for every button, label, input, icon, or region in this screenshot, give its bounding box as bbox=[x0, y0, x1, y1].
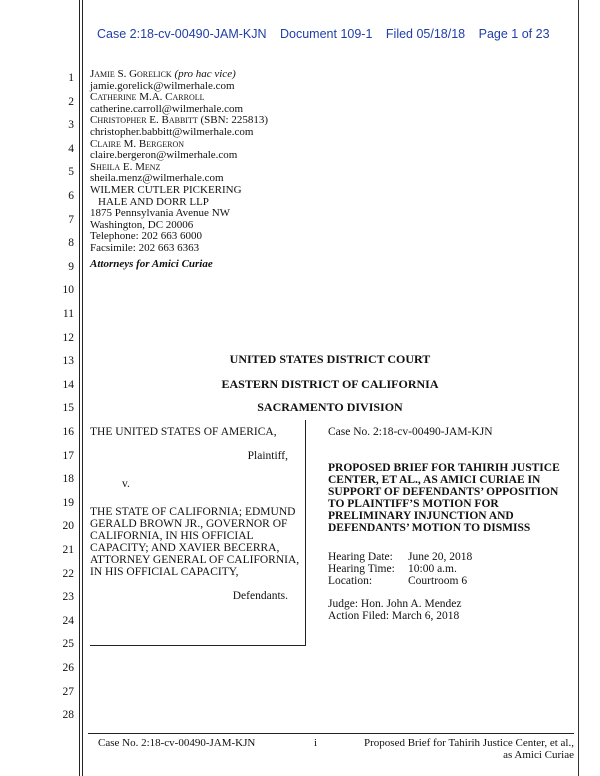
firm-name-cont: HALE AND DORR LLP bbox=[98, 195, 209, 208]
line-number: 21 bbox=[62, 544, 74, 556]
court-district: EASTERN DISTRICT OF CALIFORNIA bbox=[221, 377, 439, 391]
footer-case-number: Case No. 2:18-cv-00490-JAM-KJN bbox=[98, 737, 256, 749]
footer-rule bbox=[88, 733, 574, 734]
case-number: Case No. 2:18-cv-00490-JAM-KJN bbox=[328, 426, 493, 438]
attorney-email: claire.bergeron@wilmerhale.com bbox=[90, 149, 238, 162]
stamp-case: Case 2:18-cv-00490-JAM-KJN bbox=[97, 27, 267, 41]
attorney-email: sheila.menz@wilmerhale.com bbox=[90, 172, 224, 185]
plaintiff-label: Plaintiff, bbox=[247, 450, 288, 462]
hearing-date-label: Hearing Date: bbox=[328, 551, 393, 563]
firm-city: Washington, DC 20006 bbox=[90, 218, 194, 231]
case-caption-parties bbox=[90, 426, 302, 602]
judge: Judge: Hon. John A. Mendez bbox=[328, 598, 462, 610]
plaintiff-name: THE UNITED STATES OF AMERICA, bbox=[90, 426, 277, 438]
defendants-label: Defendants. bbox=[232, 590, 288, 602]
attorney-name: Catherine M.A. Carroll bbox=[90, 91, 205, 104]
versus: v. bbox=[122, 478, 130, 490]
stamp-document: Document 109-1 bbox=[280, 27, 373, 41]
line-number: 18 bbox=[62, 473, 74, 486]
attorney-name: Sheila E. Menz bbox=[90, 160, 161, 173]
attorney-bar-number: (SBN: 225813) bbox=[200, 114, 269, 127]
line-number: 9 bbox=[68, 260, 74, 273]
line-number: 15 bbox=[62, 402, 74, 415]
hearing-time-label: Hearing Time: bbox=[328, 563, 395, 575]
firm-address: 1875 Pennsylvania Avenue NW bbox=[90, 207, 231, 220]
filing-header-stamp bbox=[97, 27, 560, 41]
attorney-name: Christopher E. Babbitt bbox=[90, 114, 198, 127]
line-number: 26 bbox=[62, 662, 74, 674]
line-number: 13 bbox=[62, 355, 74, 368]
hearing-details bbox=[328, 551, 573, 587]
line-number: 16 bbox=[62, 426, 74, 438]
action-filed: Action Filed: March 6, 2018 bbox=[328, 610, 460, 622]
court-name: UNITED STATES DISTRICT COURT bbox=[229, 352, 431, 366]
line-number: 28 bbox=[62, 709, 74, 722]
stamp-filed: Filed 05/18/18 bbox=[385, 27, 466, 41]
line-number: 24 bbox=[62, 614, 74, 627]
stamp-page: Page 1 of 23 bbox=[478, 27, 550, 41]
court-division: SACRAMENTO DIVISION bbox=[257, 400, 403, 414]
defendants-names: THE STATE OF CALIFORNIA; EDMUND GERALD BROWN JR., GOVERNOR OF CALIFORNIA, IN HIS OFFICIAL CAPACITY; AND XAVIER BECERRA, ATTORNEY GENERAL OF CALIFORNIA, IN HIS OFFICIAL CAPACITY, bbox=[90, 506, 300, 578]
line-number: 1 bbox=[68, 72, 74, 84]
footer-page-number: i bbox=[314, 737, 318, 749]
line-number: 10 bbox=[62, 284, 74, 297]
line-number: 5 bbox=[68, 166, 74, 179]
left-margin-rule bbox=[79, 0, 80, 776]
line-number: 17 bbox=[62, 449, 74, 462]
line-number: 23 bbox=[62, 591, 74, 604]
right-margin-rule bbox=[578, 0, 579, 776]
attorney-email: christopher.babbitt@wilmerhale.com bbox=[90, 125, 254, 138]
caption-divider bbox=[305, 420, 306, 646]
hearing-time: 10:00 a.m. bbox=[408, 563, 457, 575]
attorney-block bbox=[90, 69, 268, 270]
line-number: 25 bbox=[62, 638, 74, 651]
location: Courtroom 6 bbox=[408, 575, 468, 587]
attorneys-role: Attorneys for Amici Curiae bbox=[90, 257, 213, 270]
attorney-note: (pro hac vice) bbox=[174, 68, 236, 80]
caption-bottom-rule bbox=[90, 645, 306, 646]
line-number: 8 bbox=[68, 237, 74, 250]
line-number: 12 bbox=[62, 331, 74, 344]
attorney-name: Claire M. Bergeron bbox=[90, 137, 185, 150]
firm-name: WILMER CUTLER PICKERING bbox=[90, 183, 242, 196]
line-number: 2 bbox=[68, 95, 74, 108]
line-number: 22 bbox=[62, 567, 74, 580]
line-number: 27 bbox=[62, 685, 74, 698]
line-number: 14 bbox=[62, 378, 74, 391]
document-title: PROPOSED BRIEF FOR TAHIRIH JUSTICE CENTER, ET AL., AS AMICI CURIAE IN SUPPORT OF DEFENDANTS’ OPPOSITION TO PLAINTIFF’S MOTION FOR PRELIMINARY INJUNCTION AND DEFENDANTS’ MOTION TO DISMISS bbox=[328, 462, 560, 534]
line-number: 3 bbox=[68, 119, 74, 132]
firm-telephone: Telephone: 202 663 6000 bbox=[90, 230, 202, 243]
line-number: 11 bbox=[62, 308, 74, 320]
line-number: 6 bbox=[68, 190, 74, 202]
line-number: 4 bbox=[68, 142, 74, 155]
left-margin-rule-inner bbox=[82, 0, 83, 776]
line-number: 19 bbox=[62, 496, 74, 509]
line-number: 20 bbox=[62, 520, 74, 533]
attorney-email: jamie.gorelick@wilmerhale.com bbox=[90, 79, 235, 92]
hearing-date: June 20, 2018 bbox=[408, 551, 473, 563]
firm-facsimile: Facsimile: 202 663 6363 bbox=[90, 241, 200, 254]
attorney-email: catherine.carroll@wilmerhale.com bbox=[90, 102, 244, 115]
case-info-block bbox=[328, 426, 573, 622]
footer-title: Proposed Brief for Tahirih Justice Center, et al., as Amici Curiae bbox=[364, 737, 574, 761]
location-label: Location: bbox=[328, 575, 373, 587]
line-number: 7 bbox=[68, 213, 74, 226]
attorney-name: Jamie S. Gorelick bbox=[90, 68, 172, 80]
